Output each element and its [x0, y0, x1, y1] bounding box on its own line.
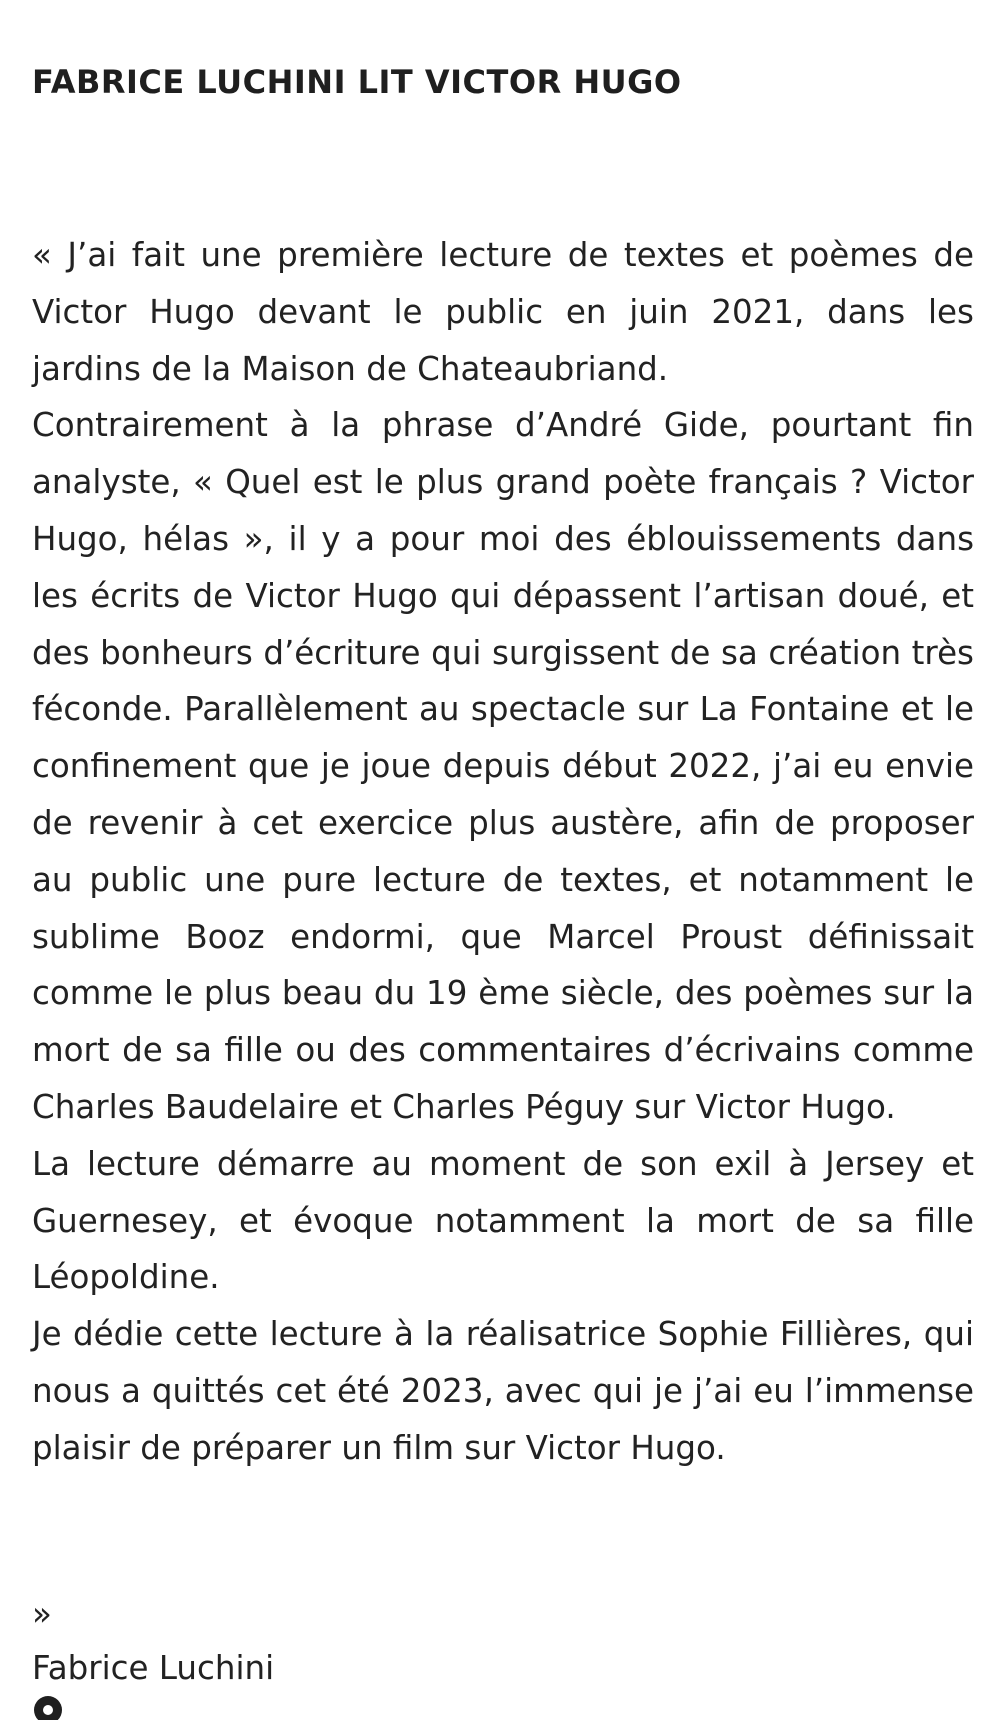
closing-quote-mark: »: [32, 1595, 52, 1633]
body-text: [32, 227, 974, 1477]
partial-icon: [30, 1690, 70, 1720]
paragraph: La lecture démarre au moment de son exil à Jersey et Guernesey, et évoque notamment la mort de sa fille Léopoldine.: [32, 1144, 974, 1297]
paragraph: « J’ai fait une première lecture de textes et poèmes de Victor Hugo devant le public en juin 2021, dans les jardins de la Maison de Chateaubriand.: [32, 236, 974, 388]
page-title: FABRICE LUCHINI LIT VICTOR HUGO: [32, 63, 682, 101]
signature: Fabrice Luchini: [32, 1649, 275, 1687]
paragraph: Contrairement à la phrase d’André Gide, pourtant fin analyste, « Quel est le plus grand poète français ? Victor Hugo, hélas », il y a pour moi des éblouissements dans les écrits de Victor Hugo qui dépassent l’artisan doué, et des bonheurs d’écriture qui surgissent de sa création très féconde. Parallèlement au spectacle sur La Fontaine et le confinement que je joue depuis début 2022, j’ai eu envie de revenir à cet exercice plus austère, afin de proposer au public une pure lecture de textes, et notamment le sublime Booz endormi, que Marcel Proust définissait comme le plus beau du 19 ème siècle, des poèmes sur la mort de sa fille ou des commentaires d’écrivains comme Charles Baudelaire et Charles Péguy sur Victor Hugo.: [32, 406, 974, 1126]
paragraph: Je dédie cette lecture à la réalisatrice Sophie Fillières, qui nous a quittés cet été 2023, avec qui je j’ai eu l’immense plaisir de préparer un film sur Victor Hugo.: [32, 1315, 974, 1467]
